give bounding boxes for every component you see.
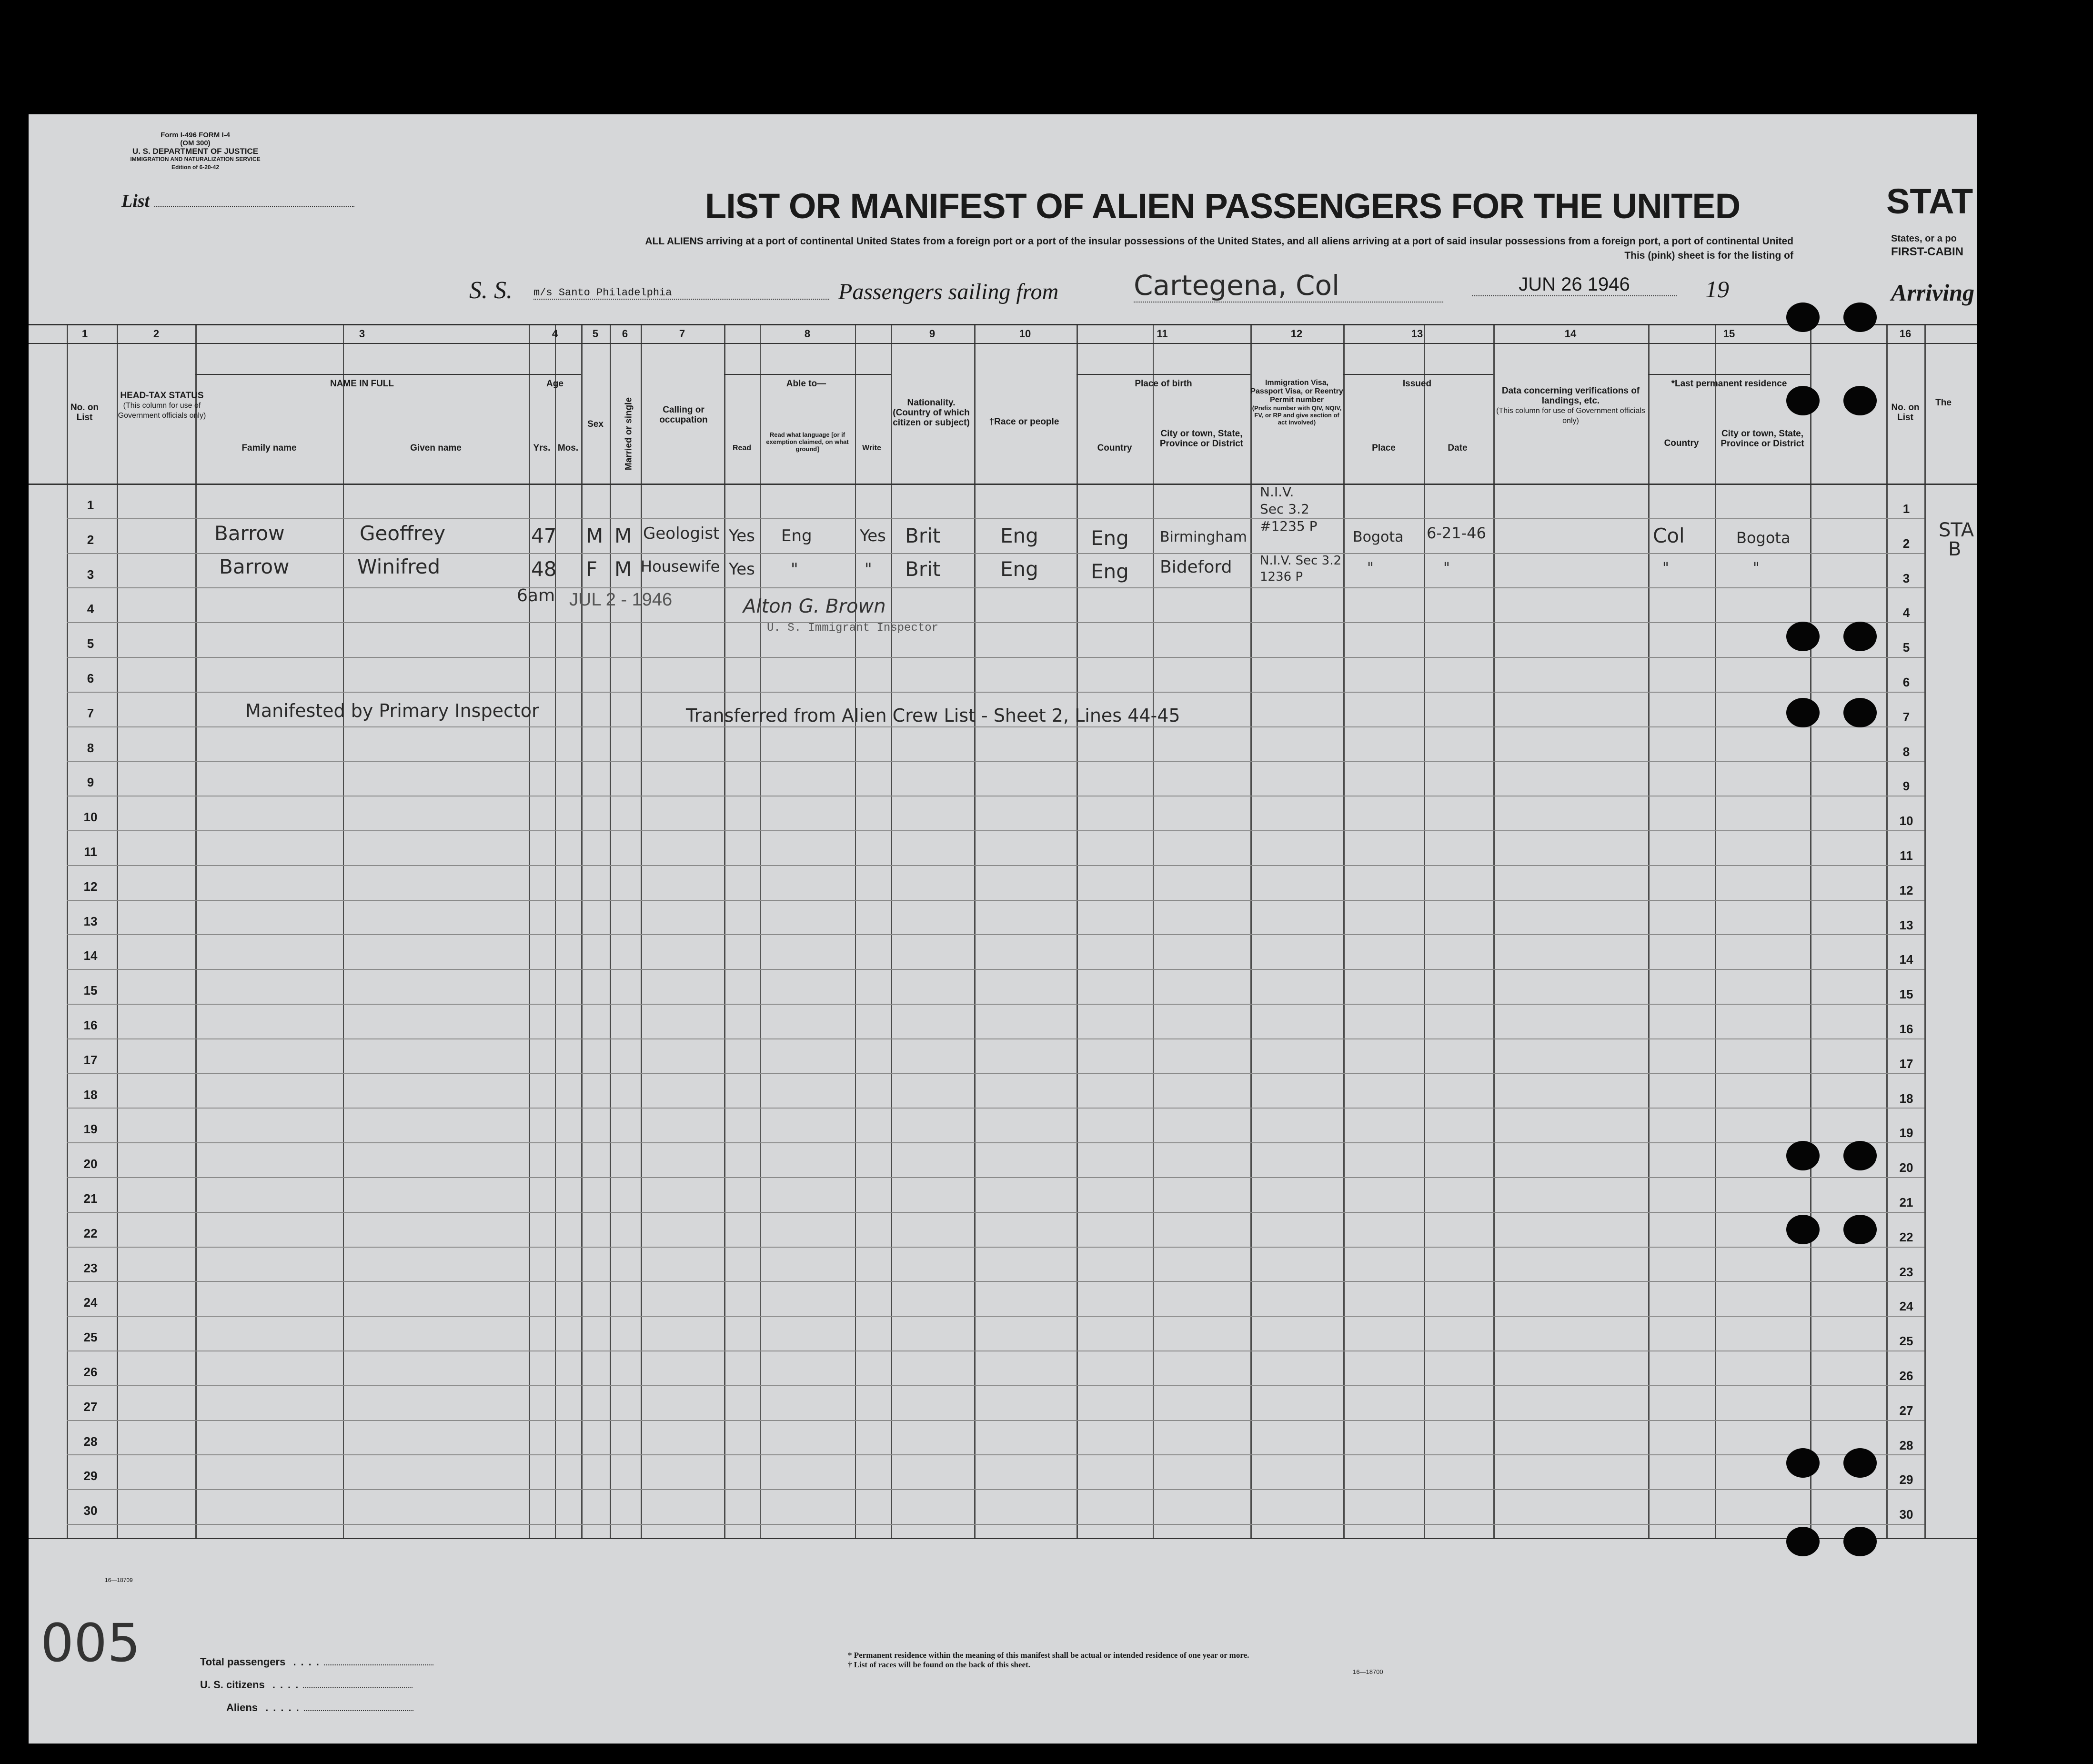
column-rule [724, 324, 725, 1538]
page-number: 005 [40, 1613, 141, 1673]
header-issued-place: Place [1372, 443, 1396, 453]
punch-hole [1843, 622, 1877, 651]
row-number: 24 [83, 1295, 98, 1310]
row-number: 28 [83, 1434, 98, 1449]
row-number: 20 [83, 1157, 98, 1171]
header-mos: Mos. [557, 443, 579, 453]
column-number-rule [29, 343, 1977, 344]
visa-number [1260, 484, 1318, 535]
column-rule [529, 324, 530, 1538]
print-code: 16—18700 [1353, 1668, 1383, 1675]
row-rule [67, 830, 1924, 831]
row-rule [67, 657, 1924, 658]
total-passengers-row: Total passengers .... [200, 1651, 433, 1673]
punch-hole [1786, 1215, 1820, 1244]
subheader-rule [195, 374, 529, 375]
header-no-on-list: No. on List [70, 403, 99, 423]
ss-label: S. S. [469, 277, 513, 304]
page-title: LIST OR MANIFEST OF ALIEN PASSENGERS FOR THE UNITED [705, 186, 1741, 226]
ship-name: m/s Santo Philadelphia [533, 287, 829, 300]
marital-status: M [614, 524, 632, 547]
row-number: 14 [83, 948, 98, 963]
row-number: 13 [83, 914, 98, 928]
sailing-label: Passengers sailing from [838, 279, 1059, 304]
right-column-fragment: STA [1939, 519, 1974, 541]
row-number-right: 24 [1899, 1299, 1913, 1314]
footnote-residence: * Permanent residence within the meaning of this manifest shall be actual or intended residence of one year or more. [848, 1651, 1249, 1660]
age-years: 47 [531, 524, 557, 547]
list-number-field [154, 206, 354, 207]
us-citizens-field [303, 1687, 413, 1688]
row-number: 8 [87, 740, 94, 755]
birth-city: Bideford [1160, 557, 1232, 577]
punch-hole [1786, 1141, 1820, 1170]
row-number-right: 9 [1902, 779, 1910, 794]
aliens-label: Aliens [226, 1702, 258, 1714]
row-rule [67, 1247, 1924, 1248]
column-rule [641, 324, 642, 1538]
header-name-in-full: NAME IN FULL [330, 379, 394, 389]
punch-hole [1843, 698, 1877, 727]
head-tax-note: (This column for use of Government officials only) [118, 402, 206, 420]
inspection-date-stamp: JUL 2 - 1946 [569, 590, 673, 610]
row-rule [67, 726, 1924, 727]
row-number: 11 [84, 845, 97, 859]
column-rule [581, 324, 583, 1538]
row-number-right: 30 [1899, 1507, 1913, 1522]
row-number: 22 [83, 1226, 98, 1240]
stamp-time: 6am [517, 586, 555, 605]
table-bottom-rule [29, 1538, 1977, 1539]
race: Eng [1000, 557, 1038, 581]
column-rule [555, 324, 556, 1538]
row-number: 18 [83, 1087, 98, 1102]
header-calling: Calling or occupation [659, 405, 708, 425]
header-read-language: Read what language [or if exemption claimed, on what ground] [766, 431, 849, 453]
punch-hole [1843, 1215, 1877, 1244]
row-number: 7 [87, 706, 94, 720]
header-write: Write [862, 444, 881, 452]
om-code: (OM 300) [180, 139, 211, 147]
header-right-fragment: The [1935, 398, 1952, 408]
row-number: 9 [87, 775, 94, 790]
header-able-to: Able to— [786, 379, 826, 389]
column-rule [1810, 324, 1811, 1538]
can-write: " [865, 560, 872, 579]
row-number-right: 1 [1902, 502, 1910, 516]
row-rule [67, 587, 1924, 588]
row-number-right: 28 [1899, 1438, 1913, 1452]
inspector-stamp: U. S. Immigrant Inspector [767, 622, 939, 635]
visa-number [1260, 553, 1341, 585]
subheader-rule [1648, 374, 1810, 375]
column-rule [343, 324, 344, 1538]
subheader-rule [724, 374, 891, 375]
visa-line-1: N.I.V. [1260, 484, 1294, 500]
manifested-note: Manifested by Primary Inspector [245, 700, 539, 721]
header-family-name: Family name [242, 443, 297, 453]
row-rule [67, 900, 1924, 901]
row-number: 16 [83, 1018, 98, 1032]
row-number: 2 [87, 532, 94, 547]
row-number-right: 21 [1899, 1195, 1913, 1210]
row-number-right: 27 [1899, 1403, 1913, 1418]
punch-hole [1786, 1448, 1820, 1478]
birth-country: Eng [1091, 560, 1129, 583]
column-rule [1715, 324, 1716, 1538]
row-rule [67, 518, 1924, 519]
right-fragment-2: FIRST-CABIN [1891, 245, 1963, 258]
data-concerning-note: (This column for use of Government officials only) [1496, 407, 1645, 425]
row-rule [67, 1073, 1924, 1074]
row-number-right: 18 [1899, 1091, 1913, 1106]
row-rule [67, 1038, 1924, 1039]
header-race: †Race or people [989, 417, 1059, 427]
row-rule [67, 1281, 1924, 1282]
punch-hole [1843, 386, 1877, 415]
row-rule [67, 692, 1924, 693]
column-rule [1250, 324, 1252, 1538]
nationality: Brit [905, 524, 941, 547]
column-rule [117, 324, 118, 1538]
row-number-right: 29 [1899, 1472, 1913, 1487]
header-res-country: Country [1664, 438, 1699, 448]
family-name: Barrow [219, 555, 290, 578]
row-number: 1 [87, 498, 94, 512]
header-place-of-birth: Place of birth [1135, 379, 1192, 389]
arriving-label: Arriving [1891, 279, 1975, 306]
visa-note: (Prefix number with QIV, NQIV, FV, or RP and give section of act involved) [1252, 404, 1342, 426]
column-rule [1493, 324, 1495, 1538]
row-rule [67, 969, 1924, 970]
row-rule [67, 1316, 1924, 1317]
column-number: 7 [679, 328, 685, 340]
row-number-right: 17 [1899, 1056, 1913, 1071]
header-age: Age [546, 379, 564, 389]
issued-date: 6-21-46 [1427, 524, 1486, 542]
list-label: List [121, 191, 354, 212]
language: Eng [781, 526, 812, 545]
visa-line-1: N.I.V. Sec 3.2 [1260, 554, 1342, 568]
visa-label: Immigration Visa, Passport Visa, or Reentry Permit number [1250, 379, 1343, 404]
column-number: 15 [1723, 328, 1735, 340]
row-number: 5 [87, 636, 94, 651]
subheader-rule [529, 374, 581, 375]
row-number-right: 14 [1899, 952, 1913, 967]
header-sex: Sex [587, 419, 604, 429]
column-number: 13 [1411, 328, 1423, 340]
birth-country: Eng [1091, 526, 1129, 550]
row-number: 17 [83, 1052, 98, 1067]
row-number: 30 [83, 1503, 98, 1518]
row-number-right: 6 [1902, 675, 1910, 689]
row-rule [67, 865, 1924, 866]
row-number-right: 15 [1899, 987, 1913, 1002]
row-number: 21 [83, 1191, 98, 1206]
can-write: Yes [860, 526, 886, 545]
row-number-right: 11 [1900, 848, 1913, 863]
punch-hole [1843, 1448, 1877, 1478]
year-label: 19 [1705, 276, 1729, 302]
right-border [1977, 0, 2093, 1764]
column-number: 1 [81, 328, 88, 340]
aliens-row: Aliens ..... [200, 1696, 433, 1719]
given-name: Geoffrey [360, 522, 446, 545]
print-code-left: 16—18709 [105, 1577, 133, 1583]
column-rule [1886, 324, 1888, 1538]
header-data-concerning [1493, 386, 1648, 426]
column-rule [891, 324, 892, 1538]
row-number-right: 19 [1899, 1126, 1913, 1140]
given-name: Winifred [357, 555, 441, 578]
header-birth-city: City or town, State, Province or District [1159, 429, 1244, 449]
header-last-residence: *Last permanent residence [1671, 379, 1787, 389]
column-rule [1077, 324, 1078, 1538]
row-rule [67, 1524, 1924, 1525]
header-visa [1250, 379, 1343, 426]
can-read: Yes [729, 526, 755, 545]
total-passengers-label: Total passengers [200, 1656, 286, 1668]
column-rule [1424, 324, 1425, 1538]
inspector-signature: Alton G. Brown [743, 595, 886, 617]
residence-country: Col [1653, 524, 1685, 547]
page-title-continued: STAT [1886, 181, 1973, 221]
header-birth-country: Country [1097, 443, 1132, 453]
column-rule [760, 324, 761, 1538]
row-rule [67, 761, 1924, 762]
row-number-right: 4 [1902, 605, 1910, 620]
birth-city: Birmingham [1160, 529, 1247, 545]
row-number-right: 10 [1899, 814, 1913, 828]
issued-date: " [1443, 560, 1450, 576]
column-number: 3 [359, 328, 365, 340]
header-head-tax [117, 391, 207, 421]
residence-city: " [1753, 560, 1760, 576]
row-rule [67, 622, 1924, 623]
occupation: Housewife [641, 557, 720, 575]
column-number: 12 [1290, 328, 1303, 340]
column-rule [610, 324, 611, 1538]
subtitle: ALL ALIENS arriving at a port of continental United States from a foreign port or a port of the insular possessions of the United States, and all aliens arriving at a port of said insular possessions from a foreign port, a port of continental United [645, 236, 1793, 247]
punch-hole [1786, 1527, 1820, 1556]
service: IMMIGRATION AND NATURALIZATION SERVICE [130, 156, 261, 162]
column-rule [195, 324, 197, 1538]
head-tax-label: HEAD-TAX STATUS [120, 391, 204, 401]
sex: M [586, 524, 604, 547]
subheader-rule [1077, 374, 1250, 375]
header-top-rule [29, 324, 1977, 325]
row-number-right: 12 [1899, 883, 1913, 897]
row-rule [67, 1454, 1924, 1455]
departure-port: Cartegena, Col [1134, 269, 1443, 302]
column-number: 2 [153, 328, 160, 340]
nationality: Brit [905, 557, 941, 581]
column-number: 14 [1564, 328, 1577, 340]
column-rule [855, 324, 856, 1538]
header-nationality: Nationality. (Country of which citizen or subject) [893, 398, 970, 428]
header-issued: Issued [1402, 379, 1432, 389]
row-number-right: 25 [1899, 1334, 1913, 1349]
language: " [791, 560, 798, 579]
row-rule [67, 1142, 1924, 1143]
row-rule [67, 1489, 1924, 1490]
row-number-right: 7 [1902, 709, 1910, 724]
row-number-right: 23 [1899, 1264, 1913, 1279]
row-rule [67, 1212, 1924, 1213]
can-read: Yes [729, 560, 755, 579]
race: Eng [1000, 524, 1038, 547]
row-number-right: 13 [1899, 917, 1913, 932]
column-rule [1648, 324, 1650, 1538]
edition: Edition of 6-20-42 [171, 164, 219, 171]
header-yrs: Yrs. [533, 443, 551, 453]
row-rule [67, 934, 1924, 935]
column-rule [67, 324, 68, 1538]
row-number-right: 16 [1899, 1022, 1913, 1036]
row-number: 12 [83, 879, 98, 894]
marital-status: M [614, 557, 632, 581]
row-number: 4 [87, 602, 94, 616]
row-number: 23 [83, 1260, 98, 1275]
header-issued-date: Date [1448, 443, 1468, 453]
header-read: Read [732, 444, 752, 452]
column-number: 10 [1019, 328, 1031, 340]
column-number: 9 [929, 328, 936, 340]
header-res-city: City or town, State, Province or District [1721, 429, 1804, 449]
visa-line-2: 1236 P [1260, 570, 1303, 584]
column-number: 6 [622, 328, 628, 340]
punch-hole [1786, 698, 1820, 727]
transferred-note: Transferred from Alien Crew List - Sheet 2, Lines 44-45 [686, 705, 1180, 726]
age-years: 48 [531, 557, 557, 581]
department: U. S. DEPARTMENT OF JUSTICE [132, 147, 259, 156]
visa-line-2: Sec 3.2 [1260, 501, 1309, 517]
manifest-sheet [29, 114, 1977, 1744]
column-number: 16 [1899, 328, 1912, 340]
header-given-name: Given name [410, 443, 462, 453]
row-rule [67, 1177, 1924, 1178]
family-name: Barrow [214, 522, 285, 545]
row-number-right: 3 [1902, 571, 1910, 585]
row-number-right: 2 [1902, 536, 1910, 551]
row-number-right: 26 [1899, 1369, 1913, 1383]
punch-hole [1786, 622, 1820, 651]
row-rule [67, 1420, 1924, 1421]
column-rule [1153, 324, 1154, 1538]
header-bottom-rule [29, 484, 1977, 485]
row-number-right: 8 [1902, 744, 1910, 759]
punch-hole [1843, 302, 1877, 332]
right-column-fragment-2: B [1948, 538, 1962, 560]
visa-line-3: #1235 P [1260, 518, 1318, 534]
row-rule [67, 553, 1924, 554]
row-rule [67, 1108, 1924, 1109]
column-number: 8 [804, 328, 811, 340]
header-married: Married or single [624, 397, 634, 471]
row-number-right: 22 [1899, 1230, 1913, 1244]
residence-city: Bogota [1736, 529, 1791, 547]
subheader-rule [1343, 374, 1493, 375]
sailing-date: JUN 26 1946 [1472, 274, 1677, 296]
column-rule [1343, 324, 1345, 1538]
data-concerning-label: Data concerning verifications of landings, etc. [1501, 386, 1640, 406]
row-number: 26 [83, 1365, 98, 1379]
row-number: 29 [83, 1469, 98, 1483]
footer-notes [848, 1651, 1249, 1670]
header-no-on-list-right: No. on List [1891, 403, 1920, 423]
row-number: 6 [87, 671, 94, 685]
total-passengers-field [324, 1664, 433, 1665]
us-citizens-row: U. S. citizens .... [200, 1673, 433, 1696]
row-rule [67, 1004, 1924, 1005]
punch-hole [1843, 1141, 1877, 1170]
column-rule [1924, 324, 1926, 1538]
row-number: 3 [87, 567, 94, 582]
row-rule [67, 1385, 1924, 1386]
column-number: 5 [592, 328, 599, 340]
us-citizens-label: U. S. citizens [200, 1679, 265, 1691]
row-number: 19 [83, 1122, 98, 1137]
punch-hole [1786, 386, 1820, 415]
issued-place: " [1367, 560, 1374, 576]
row-number-right: 20 [1899, 1160, 1913, 1175]
punch-hole [1786, 302, 1820, 332]
form-number: Form I-496 FORM I-4 [161, 131, 230, 139]
aliens-field [304, 1710, 413, 1711]
form-header [119, 131, 272, 171]
row-number-right: 5 [1902, 640, 1910, 655]
footnote-races: † List of races will be found on the back of this sheet. [848, 1660, 1030, 1669]
column-number: 4 [552, 328, 558, 340]
right-fragment-1: States, or a po [1891, 233, 1957, 244]
residence-country: " [1662, 560, 1669, 576]
subtitle-line2: This (pink) sheet is for the listing of [1624, 250, 1793, 261]
column-rule [974, 324, 976, 1538]
row-number: 27 [83, 1399, 98, 1414]
row-number: 25 [83, 1330, 98, 1345]
issued-place: Bogota [1353, 529, 1404, 545]
row-number: 10 [83, 810, 98, 825]
punch-hole [1843, 1527, 1877, 1556]
footer-totals [200, 1651, 433, 1719]
column-number: 11 [1157, 328, 1168, 340]
row-number: 15 [83, 983, 98, 998]
sex: F [586, 557, 598, 581]
occupation: Geologist [643, 524, 720, 543]
